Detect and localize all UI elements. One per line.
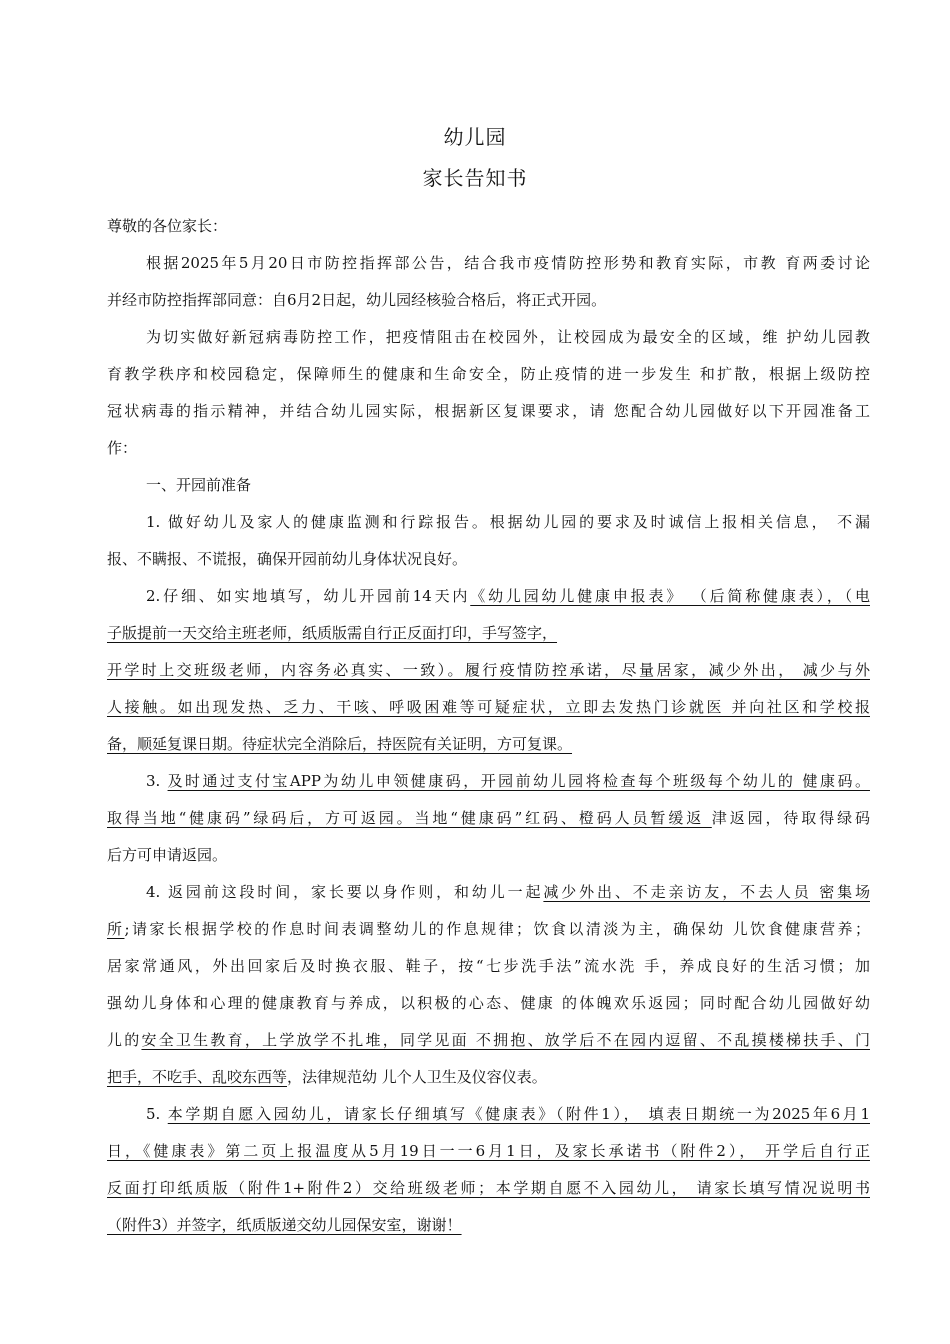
- para2-line1: 为切实做好新冠病毒防控工作，把疫情阻击在校园外，让校园成为最安全的区域，维 护幼儿园教: [146, 328, 870, 346]
- item5-line1-underlined: 本学期自愿入园幼儿，请家长仔细填写《健康表》（附件1）， 填表日期统一为2025年6月1: [167, 1105, 870, 1123]
- item2-line3-underlined-b: 履行疫情防控承诺，尽量居家，减少外出， 减少与外: [464, 661, 870, 679]
- section-heading: 一、开园前准备: [146, 476, 252, 494]
- item4-line5-underlined: 安全卫生教育，上学放学不扎堆，同学见面 不拥抱、放学后不在园内逗留、不乱摸楼梯扶手、门: [141, 1031, 870, 1049]
- item3-line2: [107, 800, 870, 837]
- item1-line1: 1. 做好幼儿及家人的健康监测和行踪报告。根据幼儿园的要求及时诚信上报相关信息， 不漏: [146, 513, 870, 531]
- para1-line2: 并经市防控指挥部同意：自6月2日起，幼儿园经核验合格后，将正式开园。: [107, 291, 607, 309]
- item1-line2: 报、不瞒报、不谎报，确保开园前幼儿身体状况良好。: [107, 550, 468, 568]
- item3-line3: 后方可申请返园。: [107, 846, 228, 864]
- para2-line2: 育教学秩序和校园稳定，保障师生的健康和生命安全，防止疫情的进一步发生 和扩散，根据上级防控: [107, 365, 870, 383]
- item2-line5: [107, 726, 870, 763]
- item5-line2-underlined: 日，《健康表》第二页上报温度从5月19日一一6月1日，及家长承诺书（附件2）， 开学后自行正: [107, 1142, 870, 1160]
- item4-line4: 强幼儿身体和心理的健康教育与养成，以积极的心态、健康 的体魄欢乐返园；同时配合幼儿园做好幼: [107, 994, 870, 1012]
- item3-line2-text: 津返园，待取得绿码: [711, 809, 870, 827]
- item2-line2-underlined: 子版提前一天交给主班老师，纸质版需自行正反面打印，手写签字，: [107, 624, 558, 642]
- item3-line1: [107, 763, 870, 800]
- item4-line2: [107, 911, 870, 948]
- item5-line2: [107, 1133, 870, 1170]
- item4-line1-text: 4. 返园前这段时间，家长要以身作则，和幼儿一起: [146, 883, 544, 901]
- item5-line1-text: 5.: [146, 1105, 168, 1123]
- item4-line5: [107, 1022, 870, 1059]
- item2-line4: [107, 689, 870, 726]
- item3-line2-underlined: 取得当地“健康码”绿码后，方可返园。当地“健康码”红码、橙码人员暂缓返: [107, 809, 712, 827]
- item5-line1: [107, 1096, 870, 1133]
- para2-line4: 作：: [107, 439, 138, 457]
- item5-line3-underlined: 反面打印纸质版（附件1+附件2）交给班级老师；本学期自愿不入园幼儿， 请家长填写情况说明书: [107, 1179, 870, 1197]
- item2-line2: [107, 615, 870, 652]
- item3-line1-underlined: 及时通过支付宝APP为幼儿申领健康码，开园前幼儿园将检查每个班级每个幼儿的 健康码。: [167, 772, 870, 790]
- para1-line1: 根据2025年5月20日市防控指挥部公告，结合我市疫情防控形势和教育实际，市教 育两委讨论: [146, 254, 870, 272]
- para2-line3: 冠状病毒的指示精神，并结合幼儿园实际，根据新区复课要求，请 您配合幼儿园做好以下开园准备工: [107, 402, 870, 420]
- item4-line2-underlined: 所: [107, 920, 125, 938]
- item4-line6-text: ，法律规范幼 儿个人卫生及仪容仪表。: [287, 1068, 547, 1086]
- item5-line4: [107, 1207, 870, 1244]
- item2-line1-text: 2.仔细、如实地填写，幼儿开园前14天内: [146, 587, 471, 605]
- document-body: [107, 208, 870, 1244]
- item4-line5-text: 儿的: [107, 1031, 142, 1049]
- item5-line4-underlined: （附件3）并签字，纸质版递交幼儿园保安室，谢谢！: [107, 1216, 462, 1234]
- item4-line6: [107, 1059, 870, 1096]
- item5-line3: [107, 1170, 870, 1207]
- document-title: 幼儿园: [443, 125, 507, 149]
- item4-line6-underlined: 把手，不吃手、乱咬东西等: [107, 1068, 288, 1086]
- salutation: 尊敬的各位家长：: [107, 217, 228, 235]
- document-subtitle: 家长告知书: [422, 166, 528, 190]
- item4-line2-text: ;请家长根据学校的作息时间表调整幼儿的作息规律；饮食以清淡为主，确保幼 儿饮食健康营养；: [124, 920, 870, 938]
- item2-line3: [107, 652, 870, 689]
- item2-line3-underlined-a: 开学时上交班级老师，内容务必真实、一致）。: [107, 661, 465, 679]
- item4-line3: 居家常通风，外出回家后及时换衣服、鞋子，按“七步洗手法”流水洗 手，养成良好的生活习惯；加: [107, 957, 870, 975]
- item2-line5-underlined: 备，顺延复课日期。待症状完全消除后，持医院有关证明，方可复课。: [107, 735, 573, 753]
- item4-line1: [107, 874, 870, 911]
- item2-line1: [107, 578, 870, 615]
- item4-line1-underlined: 减少外出、不走亲访友，不去人员 密集场: [543, 883, 870, 901]
- item3-line1-text: 3.: [146, 772, 168, 790]
- item2-line1-underlined: 《幼儿园幼儿健康申报表》 （后简称健康表），（电: [470, 587, 870, 605]
- item2-line4-underlined: 人接触。如出现发热、乏力、干咳、呼吸困难等可疑症状，立即去发热门诊就医 并向社区和学校报: [107, 698, 870, 716]
